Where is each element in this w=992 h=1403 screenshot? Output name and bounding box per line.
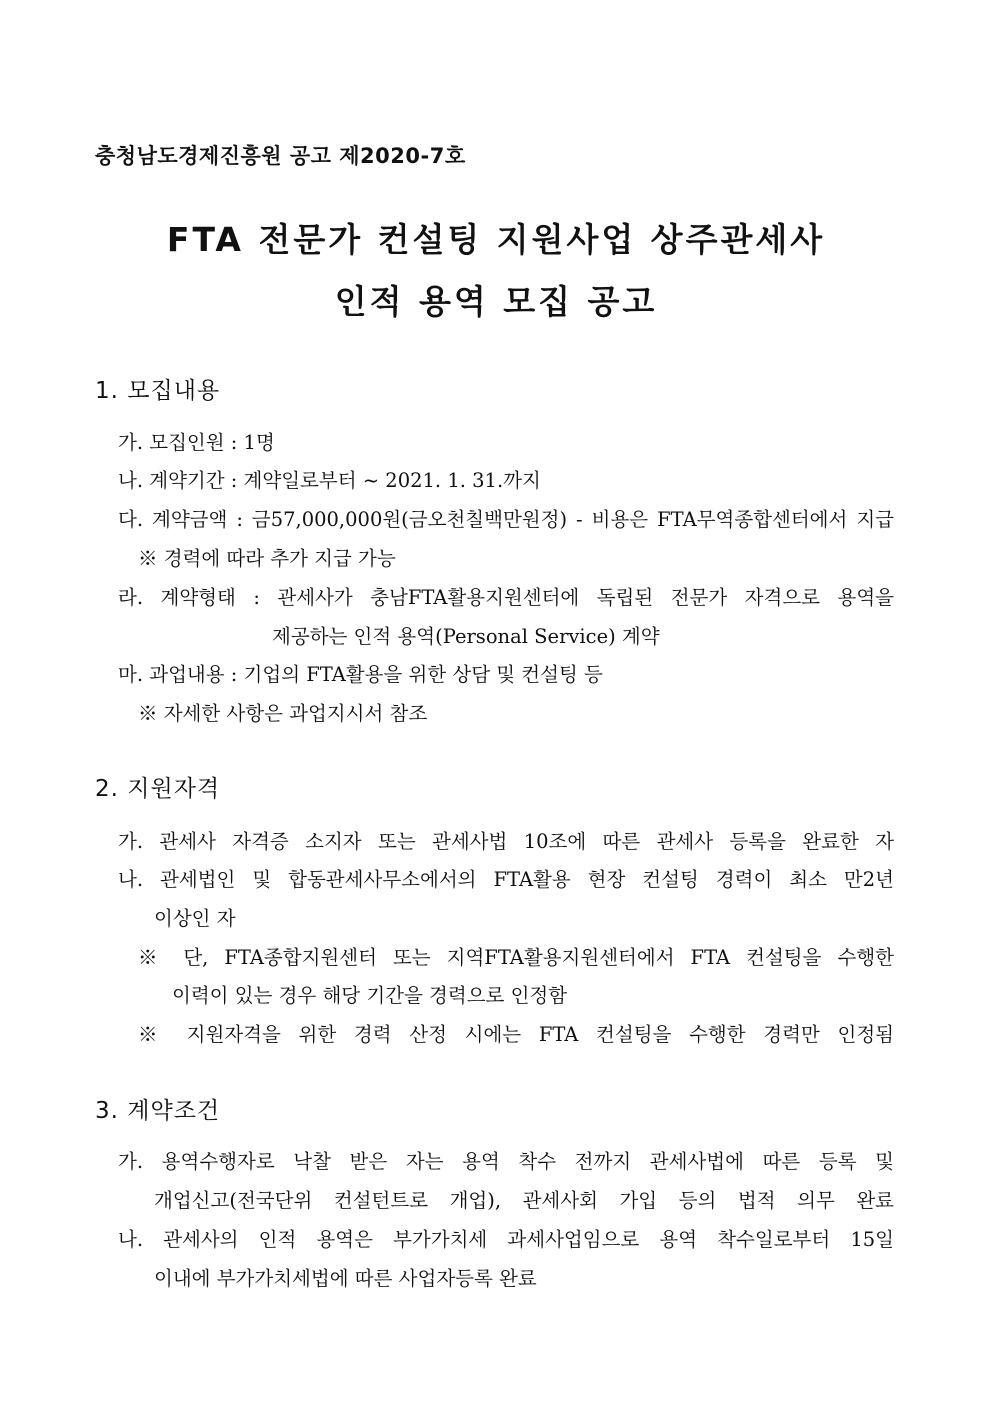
section-1-line: 가. 모집인원 : 1명 [118,431,275,454]
document-title-line-1: FTA 전문가 컨설팅 지원사업 상주관세사 [166,220,826,259]
section-2-note: ※ 단, FTA종합지원센터 또는 지역FTA활용지원센터에서 FTA 컨설팅을 수행한 [138,946,894,969]
section-1-note: ※ 경력에 따라 추가 지급 가능 [138,547,396,570]
section-2-heading: 2. 지원자격 [95,776,221,802]
section-1-line: 라. 계약형태 : 관세사가 충남FTA활용지원센터에 독립된 전문가 자격으로 용역을 [118,586,894,609]
section-1-line: 다. 계약금액 : 금57,000,000원(금오천칠백만원정) - 비용은 FTA무역종합센터에서 지급 [118,508,894,531]
section-1-heading: 1. 모집내용 [95,378,221,404]
section-1-note: ※ 자세한 사항은 과업지시서 참조 [138,702,428,725]
section-3-line-continuation: 이내에 부가가치세법에 따른 사업자등록 완료 [154,1267,537,1290]
notice-number: 충청남도경제진흥원 공고 제2020-7호 [95,144,466,168]
section-1-line: 마. 과업내용 : 기업의 FTA활용을 위한 상담 및 컨설팅 등 [118,663,603,686]
section-1-line: 나. 계약기간 : 계약일로부터 ~ 2021. 1. 31.까지 [118,469,541,492]
section-2-line: 가. 관세사 자격증 소지자 또는 관세사법 10조에 따른 관세사 등록을 완료한 자 [118,830,894,853]
section-1-line-continuation: 제공하는 인적 용역(Personal Service) 계약 [272,625,660,648]
section-2-line: 나. 관세법인 및 합동관세사무소에서의 FTA활용 현장 컨설팅 경력이 최소 만2년 [118,868,894,891]
section-3-line: 가. 용역수행자로 낙찰 받은 자는 용역 착수 전까지 관세사법에 따른 등록 및 [118,1150,894,1173]
section-3-line-continuation: 개업신고(전국단위 컨설턴트로 개업), 관세사회 가입 등의 법적 의무 완료 [154,1189,894,1212]
section-2-line-continuation: 이상인 자 [154,907,236,930]
document-title-line-2: 인적 용역 모집 공고 [334,282,658,321]
section-3-line: 나. 관세사의 인적 용역은 부가가치세 과세사업임으로 용역 착수일로부터 15일 [118,1228,894,1251]
section-3-heading: 3. 계약조건 [95,1098,221,1124]
section-2-note: ※ 지원자격을 위한 경력 산정 시에는 FTA 컨설팅을 수행한 경력만 인정됨 [138,1023,894,1046]
section-2-note-continuation: 이력이 있는 경우 해당 기간을 경력으로 인정함 [172,984,568,1007]
